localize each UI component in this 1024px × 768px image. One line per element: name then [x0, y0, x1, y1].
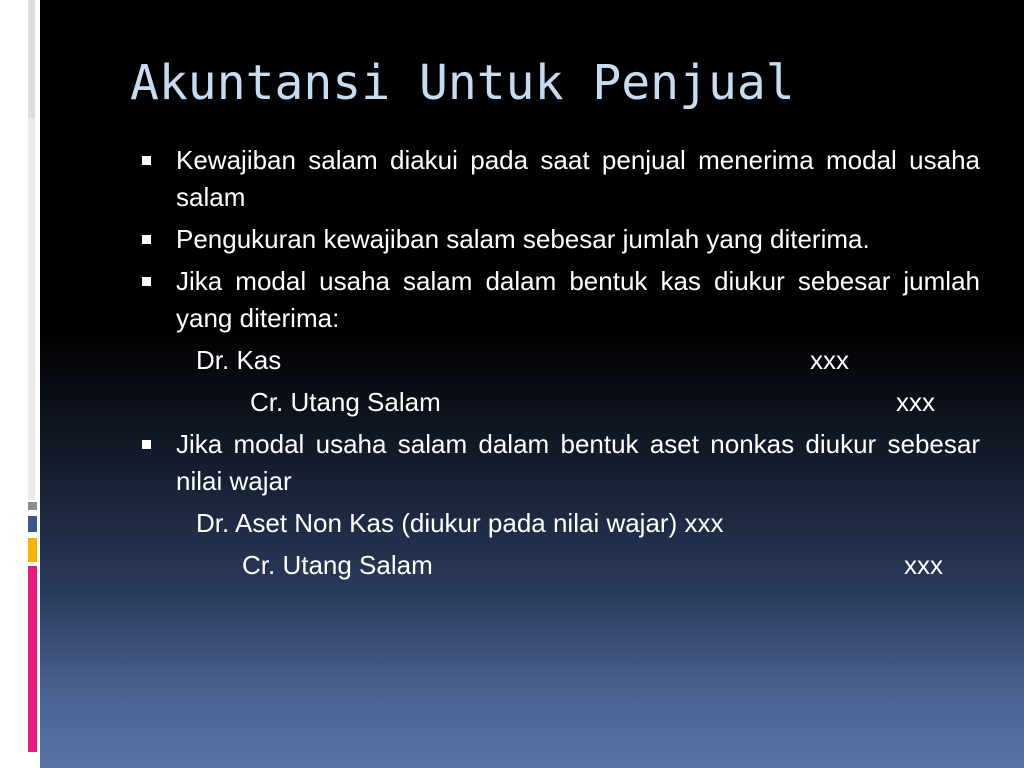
bullet-item — [140, 263, 980, 337]
slide-title: Akuntansi Untuk Penjual — [130, 55, 795, 111]
accent-blue-square — [28, 516, 37, 532]
bullet-text: Jika modal usaha salam dalam bentuk aset nonkas diukur sebesar nilai wajar — [176, 429, 980, 496]
journal-debit-label: Dr. Aset Non Kas (diukur pada nilai wajar) xxx — [196, 508, 724, 538]
bullet-text: Kewajiban salam diakui pada saat penjual menerima modal usaha salam — [176, 145, 980, 212]
journal-credit-amount: xxx — [904, 550, 943, 580]
accent-pink-bar — [28, 566, 37, 752]
slide-body — [140, 142, 980, 589]
journal-entry-credit-kas — [140, 384, 980, 424]
bullet-text: Pengukuran kewajiban salam sebesar jumlah yang diterima. — [176, 224, 870, 254]
accent-yellow-square — [28, 538, 37, 562]
journal-credit-amount: xxx — [896, 387, 935, 417]
square-bullet-icon — [142, 277, 151, 286]
journal-debit-label: Dr. Kas — [196, 345, 282, 375]
strip-line-top — [28, 0, 35, 118]
journal-entry-debit-nonkas — [140, 505, 980, 545]
square-bullet-icon — [142, 440, 151, 449]
journal-credit-label: Cr. Utang Salam — [250, 387, 441, 417]
bullet-item — [140, 426, 980, 500]
journal-credit-label: Cr. Utang Salam — [242, 550, 433, 580]
bullet-item — [140, 142, 980, 216]
square-bullet-icon — [142, 235, 151, 244]
bullet-item — [140, 221, 980, 258]
left-decorative-strip — [0, 0, 40, 768]
journal-debit-amount: xxx — [810, 345, 849, 375]
strip-line-mid — [28, 118, 35, 500]
journal-entry-credit-nonkas — [140, 547, 980, 587]
accent-gray-square — [28, 502, 37, 510]
square-bullet-icon — [142, 156, 151, 165]
bullet-text: Jika modal usaha salam dalam bentuk kas diukur sebesar jumlah yang diterima: — [176, 266, 980, 333]
journal-entry-debit-kas — [140, 342, 980, 382]
